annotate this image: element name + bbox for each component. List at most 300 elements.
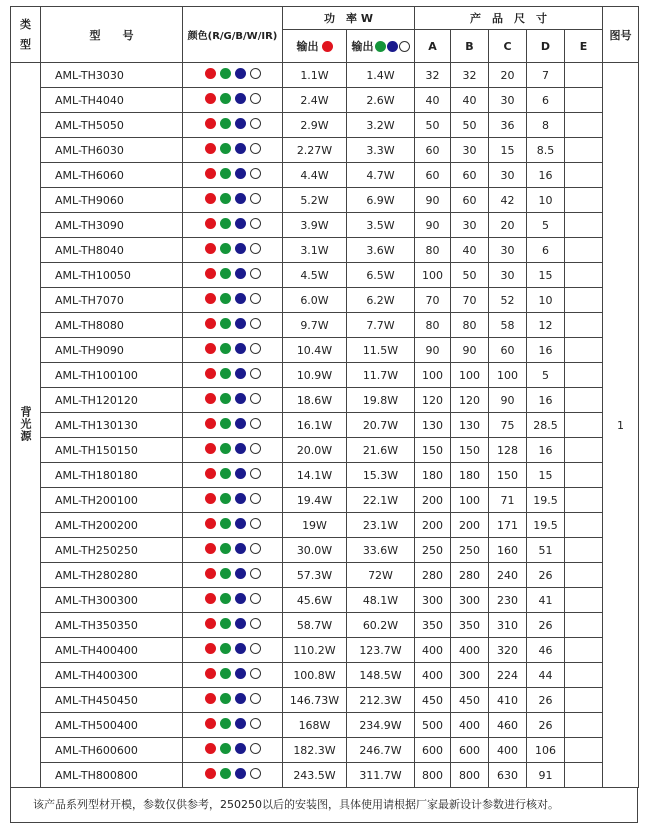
power-rgbw-cell: 311.7W bbox=[347, 763, 415, 788]
power-red-cell: 3.9W bbox=[283, 213, 347, 238]
power-red-cell: 6.0W bbox=[283, 288, 347, 313]
power-rgbw-cell: 48.1W bbox=[347, 588, 415, 613]
power-rgbw-cell: 23.1W bbox=[347, 513, 415, 538]
model-cell: AML-TH150150 bbox=[41, 438, 183, 463]
table-row bbox=[11, 188, 639, 213]
blue-dot-icon bbox=[387, 41, 398, 52]
blue-dot-icon bbox=[235, 343, 246, 354]
color-cell bbox=[183, 513, 283, 538]
power-red-cell: 146.73W bbox=[283, 688, 347, 713]
dim-e-cell bbox=[565, 113, 603, 138]
red-dot-icon bbox=[205, 118, 216, 129]
model-cell: AML-TH6030 bbox=[41, 138, 183, 163]
header-model: 型 号 bbox=[41, 7, 183, 63]
power-rgbw-cell: 19.8W bbox=[347, 388, 415, 413]
red-dot-icon bbox=[205, 443, 216, 454]
dim-c-cell: 36 bbox=[489, 113, 527, 138]
blue-dot-icon bbox=[235, 693, 246, 704]
green-dot-icon bbox=[220, 93, 231, 104]
green-dot-icon bbox=[220, 218, 231, 229]
power-red-cell: 14.1W bbox=[283, 463, 347, 488]
dim-a-cell: 70 bbox=[415, 288, 451, 313]
category-label: 背光源 bbox=[19, 405, 32, 442]
dim-a-cell: 300 bbox=[415, 588, 451, 613]
red-dot-icon bbox=[205, 593, 216, 604]
dim-d-cell: 8 bbox=[527, 113, 565, 138]
dim-d-cell: 91 bbox=[527, 763, 565, 788]
table-row bbox=[11, 588, 639, 613]
red-dot-icon bbox=[205, 643, 216, 654]
white-dot-icon bbox=[250, 743, 261, 754]
dim-a-cell: 100 bbox=[415, 363, 451, 388]
power-red-cell: 2.9W bbox=[283, 113, 347, 138]
dim-d-cell: 28.5 bbox=[527, 413, 565, 438]
dim-d-cell: 16 bbox=[527, 438, 565, 463]
green-dot-icon bbox=[220, 318, 231, 329]
dim-e-cell bbox=[565, 213, 603, 238]
power-rgbw-cell: 6.5W bbox=[347, 263, 415, 288]
red-dot-icon bbox=[205, 218, 216, 229]
power-red-cell: 58.7W bbox=[283, 613, 347, 638]
dim-b-cell: 600 bbox=[451, 738, 489, 763]
dim-d-cell: 16 bbox=[527, 163, 565, 188]
dim-a-cell: 60 bbox=[415, 138, 451, 163]
white-dot-icon bbox=[250, 568, 261, 579]
white-dot-icon bbox=[250, 643, 261, 654]
white-dot-icon bbox=[250, 668, 261, 679]
blue-dot-icon bbox=[235, 643, 246, 654]
dim-c-cell: 52 bbox=[489, 288, 527, 313]
white-dot-icon bbox=[250, 693, 261, 704]
blue-dot-icon bbox=[235, 543, 246, 554]
color-cell bbox=[183, 438, 283, 463]
white-dot-icon bbox=[250, 293, 261, 304]
table-row bbox=[11, 88, 639, 113]
model-cell: AML-TH200200 bbox=[41, 513, 183, 538]
red-dot-icon bbox=[205, 743, 216, 754]
blue-dot-icon bbox=[235, 118, 246, 129]
power-rgbw-cell: 2.6W bbox=[347, 88, 415, 113]
model-cell: AML-TH300300 bbox=[41, 588, 183, 613]
dim-c-cell: 171 bbox=[489, 513, 527, 538]
dim-d-cell: 106 bbox=[527, 738, 565, 763]
green-dot-icon bbox=[220, 368, 231, 379]
header-dim-b: B bbox=[451, 30, 489, 63]
dim-e-cell bbox=[565, 513, 603, 538]
dim-c-cell: 30 bbox=[489, 263, 527, 288]
dim-c-cell: 30 bbox=[489, 238, 527, 263]
dim-d-cell: 15 bbox=[527, 263, 565, 288]
dim-a-cell: 40 bbox=[415, 88, 451, 113]
dim-b-cell: 250 bbox=[451, 538, 489, 563]
blue-dot-icon bbox=[235, 143, 246, 154]
dim-d-cell: 19.5 bbox=[527, 488, 565, 513]
dim-d-cell: 16 bbox=[527, 338, 565, 363]
table-row bbox=[11, 338, 639, 363]
dim-d-cell: 26 bbox=[527, 688, 565, 713]
power-red-cell: 4.4W bbox=[283, 163, 347, 188]
table-row bbox=[11, 113, 639, 138]
blue-dot-icon bbox=[235, 418, 246, 429]
dim-b-cell: 80 bbox=[451, 313, 489, 338]
dim-b-cell: 150 bbox=[451, 438, 489, 463]
dim-e-cell bbox=[565, 613, 603, 638]
dim-c-cell: 90 bbox=[489, 388, 527, 413]
dim-e-cell bbox=[565, 363, 603, 388]
red-dot-icon bbox=[205, 293, 216, 304]
white-dot-icon bbox=[250, 68, 261, 79]
color-cell bbox=[183, 313, 283, 338]
dim-e-cell bbox=[565, 388, 603, 413]
power-red-cell: 10.4W bbox=[283, 338, 347, 363]
dim-a-cell: 250 bbox=[415, 538, 451, 563]
white-dot-icon bbox=[250, 493, 261, 504]
dim-d-cell: 26 bbox=[527, 563, 565, 588]
dim-d-cell: 16 bbox=[527, 388, 565, 413]
model-cell: AML-TH10050 bbox=[41, 263, 183, 288]
header-output-rgbw: 输出 bbox=[347, 30, 415, 63]
power-red-cell: 57.3W bbox=[283, 563, 347, 588]
dim-d-cell: 26 bbox=[527, 613, 565, 638]
model-cell: AML-TH130130 bbox=[41, 413, 183, 438]
power-rgbw-cell: 6.2W bbox=[347, 288, 415, 313]
dim-c-cell: 42 bbox=[489, 188, 527, 213]
green-dot-icon bbox=[220, 243, 231, 254]
table-row bbox=[11, 288, 639, 313]
table-row bbox=[11, 613, 639, 638]
power-rgbw-cell: 3.2W bbox=[347, 113, 415, 138]
power-rgbw-cell: 3.5W bbox=[347, 213, 415, 238]
dim-b-cell: 50 bbox=[451, 113, 489, 138]
power-red-cell: 45.6W bbox=[283, 588, 347, 613]
color-cell bbox=[183, 138, 283, 163]
green-dot-icon bbox=[220, 193, 231, 204]
red-dot-icon bbox=[205, 418, 216, 429]
dim-a-cell: 90 bbox=[415, 188, 451, 213]
table-row bbox=[11, 388, 639, 413]
dim-e-cell bbox=[565, 663, 603, 688]
model-cell: AML-TH7070 bbox=[41, 288, 183, 313]
red-dot-icon bbox=[205, 768, 216, 779]
footnote: 该产品系列型材开模，参数仅供参考，250250以后的安装图，具体使用请根据厂家最新设计参数进行核对。 bbox=[10, 788, 638, 823]
dim-d-cell: 10 bbox=[527, 188, 565, 213]
blue-dot-icon bbox=[235, 443, 246, 454]
power-red-cell: 20.0W bbox=[283, 438, 347, 463]
blue-dot-icon bbox=[235, 193, 246, 204]
red-dot-icon bbox=[205, 668, 216, 679]
white-dot-icon bbox=[250, 543, 261, 554]
white-dot-icon bbox=[250, 168, 261, 179]
blue-dot-icon bbox=[235, 568, 246, 579]
dim-c-cell: 58 bbox=[489, 313, 527, 338]
table-row bbox=[11, 563, 639, 588]
white-dot-icon bbox=[250, 93, 261, 104]
dim-b-cell: 200 bbox=[451, 513, 489, 538]
color-cell bbox=[183, 188, 283, 213]
power-red-cell: 182.3W bbox=[283, 738, 347, 763]
dim-b-cell: 280 bbox=[451, 563, 489, 588]
green-dot-icon bbox=[220, 168, 231, 179]
red-dot-icon bbox=[205, 93, 216, 104]
dim-b-cell: 30 bbox=[451, 213, 489, 238]
dim-d-cell: 6 bbox=[527, 88, 565, 113]
red-dot-icon bbox=[205, 268, 216, 279]
red-dot-icon bbox=[205, 193, 216, 204]
color-cell bbox=[183, 563, 283, 588]
table-body bbox=[11, 63, 639, 788]
dim-a-cell: 200 bbox=[415, 513, 451, 538]
dim-e-cell bbox=[565, 163, 603, 188]
dim-a-cell: 800 bbox=[415, 763, 451, 788]
dim-e-cell bbox=[565, 138, 603, 163]
dim-b-cell: 30 bbox=[451, 138, 489, 163]
table-row bbox=[11, 638, 639, 663]
dim-b-cell: 180 bbox=[451, 463, 489, 488]
dim-b-cell: 400 bbox=[451, 713, 489, 738]
table-row bbox=[11, 513, 639, 538]
figure-cell: 1 bbox=[603, 63, 639, 788]
white-dot-icon bbox=[250, 318, 261, 329]
red-dot-icon bbox=[205, 343, 216, 354]
table-row bbox=[11, 713, 639, 738]
dim-c-cell: 100 bbox=[489, 363, 527, 388]
dim-e-cell bbox=[565, 713, 603, 738]
color-cell bbox=[183, 238, 283, 263]
dim-c-cell: 310 bbox=[489, 613, 527, 638]
white-dot-icon bbox=[250, 593, 261, 604]
table-row bbox=[11, 463, 639, 488]
red-dot-icon bbox=[205, 68, 216, 79]
dim-c-cell: 30 bbox=[489, 163, 527, 188]
dim-e-cell bbox=[565, 263, 603, 288]
dim-e-cell bbox=[565, 438, 603, 463]
dim-d-cell: 7 bbox=[527, 63, 565, 88]
dim-a-cell: 150 bbox=[415, 438, 451, 463]
header-dim-c: C bbox=[489, 30, 527, 63]
dim-c-cell: 128 bbox=[489, 438, 527, 463]
dim-b-cell: 40 bbox=[451, 88, 489, 113]
table-row bbox=[11, 263, 639, 288]
green-dot-icon bbox=[220, 468, 231, 479]
color-cell bbox=[183, 763, 283, 788]
model-cell: AML-TH200100 bbox=[41, 488, 183, 513]
dim-c-cell: 230 bbox=[489, 588, 527, 613]
blue-dot-icon bbox=[235, 743, 246, 754]
table-row bbox=[11, 488, 639, 513]
header-power: 功 率 W bbox=[283, 7, 415, 30]
green-dot-icon bbox=[220, 118, 231, 129]
blue-dot-icon bbox=[235, 68, 246, 79]
dim-d-cell: 10 bbox=[527, 288, 565, 313]
green-dot-icon bbox=[220, 393, 231, 404]
color-cell bbox=[183, 488, 283, 513]
green-dot-icon bbox=[220, 668, 231, 679]
dim-a-cell: 280 bbox=[415, 563, 451, 588]
color-cell bbox=[183, 388, 283, 413]
white-dot-icon bbox=[250, 368, 261, 379]
power-rgbw-cell: 3.3W bbox=[347, 138, 415, 163]
dim-b-cell: 400 bbox=[451, 638, 489, 663]
dim-b-cell: 350 bbox=[451, 613, 489, 638]
red-dot-icon bbox=[205, 518, 216, 529]
blue-dot-icon bbox=[235, 618, 246, 629]
dim-c-cell: 30 bbox=[489, 88, 527, 113]
color-cell bbox=[183, 638, 283, 663]
green-dot-icon bbox=[220, 693, 231, 704]
dim-d-cell: 44 bbox=[527, 663, 565, 688]
color-cell bbox=[183, 363, 283, 388]
dim-a-cell: 600 bbox=[415, 738, 451, 763]
header-figure: 图号 bbox=[603, 7, 639, 63]
red-dot-icon bbox=[205, 143, 216, 154]
green-dot-icon bbox=[220, 143, 231, 154]
dim-e-cell bbox=[565, 538, 603, 563]
model-cell: AML-TH180180 bbox=[41, 463, 183, 488]
red-dot-icon bbox=[205, 568, 216, 579]
power-rgbw-cell: 11.5W bbox=[347, 338, 415, 363]
red-dot-icon bbox=[205, 618, 216, 629]
dim-b-cell: 120 bbox=[451, 388, 489, 413]
dim-c-cell: 60 bbox=[489, 338, 527, 363]
dim-a-cell: 400 bbox=[415, 638, 451, 663]
green-dot-icon bbox=[220, 443, 231, 454]
header-color: 颜色(R/G/B/W/IR) bbox=[183, 7, 283, 63]
color-cell bbox=[183, 463, 283, 488]
white-dot-icon bbox=[250, 618, 261, 629]
power-red-cell: 4.5W bbox=[283, 263, 347, 288]
dim-e-cell bbox=[565, 238, 603, 263]
category-cell bbox=[11, 63, 41, 788]
dim-a-cell: 350 bbox=[415, 613, 451, 638]
table-row bbox=[11, 238, 639, 263]
header-output-red: 输出 bbox=[283, 30, 347, 63]
header-size: 产 品 尺 寸 bbox=[415, 7, 603, 30]
power-rgbw-cell: 212.3W bbox=[347, 688, 415, 713]
dim-e-cell bbox=[565, 688, 603, 713]
dim-c-cell: 20 bbox=[489, 63, 527, 88]
table-row bbox=[11, 413, 639, 438]
header-dim-d: D bbox=[527, 30, 565, 63]
power-red-cell: 10.9W bbox=[283, 363, 347, 388]
dim-a-cell: 90 bbox=[415, 338, 451, 363]
red-dot-icon bbox=[205, 368, 216, 379]
product-table bbox=[10, 6, 639, 788]
model-cell: AML-TH280280 bbox=[41, 563, 183, 588]
green-dot-icon bbox=[220, 568, 231, 579]
dim-a-cell: 32 bbox=[415, 63, 451, 88]
blue-dot-icon bbox=[235, 318, 246, 329]
color-cell bbox=[183, 88, 283, 113]
white-dot-icon bbox=[399, 41, 410, 52]
power-red-cell: 2.4W bbox=[283, 88, 347, 113]
white-dot-icon bbox=[250, 468, 261, 479]
dim-b-cell: 130 bbox=[451, 413, 489, 438]
green-dot-icon bbox=[220, 618, 231, 629]
power-rgbw-cell: 3.6W bbox=[347, 238, 415, 263]
dim-e-cell bbox=[565, 338, 603, 363]
dim-b-cell: 300 bbox=[451, 588, 489, 613]
blue-dot-icon bbox=[235, 218, 246, 229]
model-cell: AML-TH5050 bbox=[41, 113, 183, 138]
table-row bbox=[11, 213, 639, 238]
red-dot-icon bbox=[205, 393, 216, 404]
table-row bbox=[11, 363, 639, 388]
green-dot-icon bbox=[220, 743, 231, 754]
dim-c-cell: 224 bbox=[489, 663, 527, 688]
table-row bbox=[11, 313, 639, 338]
model-cell: AML-TH120120 bbox=[41, 388, 183, 413]
dim-a-cell: 80 bbox=[415, 313, 451, 338]
dim-a-cell: 90 bbox=[415, 213, 451, 238]
power-rgbw-cell: 234.9W bbox=[347, 713, 415, 738]
dim-e-cell bbox=[565, 563, 603, 588]
power-rgbw-cell: 15.3W bbox=[347, 463, 415, 488]
dim-c-cell: 150 bbox=[489, 463, 527, 488]
dim-d-cell: 6 bbox=[527, 238, 565, 263]
blue-dot-icon bbox=[235, 518, 246, 529]
model-cell: AML-TH6060 bbox=[41, 163, 183, 188]
red-dot-icon bbox=[205, 243, 216, 254]
power-red-cell: 18.6W bbox=[283, 388, 347, 413]
white-dot-icon bbox=[250, 518, 261, 529]
dim-b-cell: 70 bbox=[451, 288, 489, 313]
table-row bbox=[11, 738, 639, 763]
green-dot-icon bbox=[220, 768, 231, 779]
model-cell: AML-TH4040 bbox=[41, 88, 183, 113]
dim-d-cell: 12 bbox=[527, 313, 565, 338]
dim-d-cell: 41 bbox=[527, 588, 565, 613]
color-cell bbox=[183, 113, 283, 138]
dim-b-cell: 40 bbox=[451, 238, 489, 263]
power-rgbw-cell: 7.7W bbox=[347, 313, 415, 338]
white-dot-icon bbox=[250, 343, 261, 354]
dim-b-cell: 60 bbox=[451, 188, 489, 213]
dim-b-cell: 60 bbox=[451, 163, 489, 188]
power-red-cell: 30.0W bbox=[283, 538, 347, 563]
dim-e-cell bbox=[565, 763, 603, 788]
model-cell: AML-TH500400 bbox=[41, 713, 183, 738]
dim-e-cell bbox=[565, 188, 603, 213]
dim-a-cell: 50 bbox=[415, 113, 451, 138]
color-cell bbox=[183, 413, 283, 438]
dim-b-cell: 300 bbox=[451, 663, 489, 688]
color-cell bbox=[183, 688, 283, 713]
dim-e-cell bbox=[565, 288, 603, 313]
white-dot-icon bbox=[250, 143, 261, 154]
color-cell bbox=[183, 263, 283, 288]
red-dot-icon bbox=[205, 493, 216, 504]
dim-e-cell bbox=[565, 313, 603, 338]
power-red-cell: 16.1W bbox=[283, 413, 347, 438]
dim-b-cell: 450 bbox=[451, 688, 489, 713]
power-red-cell: 243.5W bbox=[283, 763, 347, 788]
green-dot-icon bbox=[220, 343, 231, 354]
green-dot-icon bbox=[220, 493, 231, 504]
dim-b-cell: 32 bbox=[451, 63, 489, 88]
white-dot-icon bbox=[250, 243, 261, 254]
power-rgbw-cell: 72W bbox=[347, 563, 415, 588]
blue-dot-icon bbox=[235, 468, 246, 479]
dim-c-cell: 320 bbox=[489, 638, 527, 663]
table-row bbox=[11, 763, 639, 788]
color-cell bbox=[183, 538, 283, 563]
blue-dot-icon bbox=[235, 368, 246, 379]
dim-a-cell: 400 bbox=[415, 663, 451, 688]
model-cell: AML-TH100100 bbox=[41, 363, 183, 388]
green-dot-icon bbox=[220, 718, 231, 729]
white-dot-icon bbox=[250, 218, 261, 229]
spec-sheet bbox=[10, 6, 638, 823]
